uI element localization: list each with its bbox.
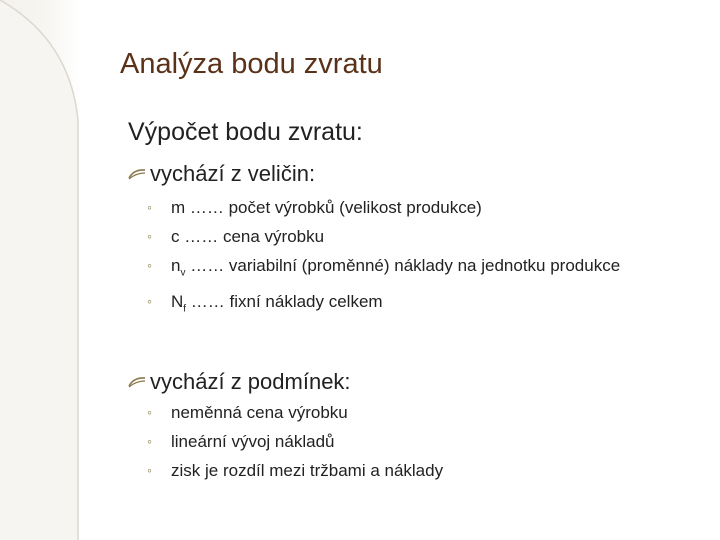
- section-heading-quantities: [128, 160, 315, 187]
- section-heading-text: vychází z podmínek:: [150, 369, 351, 395]
- circle-bullet-icon: ◦: [147, 228, 152, 244]
- list-item-subscript: v: [180, 267, 186, 279]
- list-item: [147, 460, 627, 481]
- circle-bullet-icon: ◦: [147, 433, 152, 449]
- bullet-icon: [128, 369, 150, 395]
- list-item-subscript: f: [183, 303, 187, 315]
- circle-bullet-icon: ◦: [147, 462, 152, 478]
- circle-bullet-icon: ◦: [147, 404, 152, 420]
- list-item: [147, 255, 627, 283]
- list-item: [147, 402, 627, 423]
- list-item-prefix: n: [171, 256, 181, 275]
- circle-bullet-icon: ◦: [147, 199, 152, 215]
- list-item: [147, 291, 627, 319]
- slide-subtitle: Výpočet bodu zvratu:: [128, 118, 363, 146]
- list-item-text: m …… počet výrobků (velikost produkce): [171, 198, 482, 217]
- section-heading-text: vychází z veličin:: [150, 161, 316, 187]
- circle-bullet-icon: ◦: [147, 257, 152, 273]
- list-item-text: neměnná cena výrobku: [171, 403, 348, 422]
- section-heading-conditions: [128, 368, 351, 395]
- quantities-list: [147, 197, 627, 328]
- circle-bullet-icon: ◦: [147, 293, 152, 310]
- slide-edge-curve: [0, 0, 80, 540]
- list-item-text: zisk je rozdíl mezi tržbami a náklady: [171, 461, 444, 480]
- slide-title: Analýza bodu zvratu: [120, 48, 383, 80]
- bullet-icon: [128, 161, 150, 187]
- list-item-prefix: N: [171, 292, 184, 312]
- list-item-text: c …… cena výrobku: [171, 227, 325, 246]
- list-item: [147, 431, 627, 452]
- list-item-text: lineární vývoj nákladů: [171, 432, 335, 451]
- list-item: [147, 197, 627, 218]
- list-item-text: …… fixní náklady celkem: [186, 292, 383, 312]
- list-item: [147, 226, 627, 247]
- list-item-text: …… variabilní (proměnné) náklady na jednotku produkce: [185, 256, 621, 275]
- conditions-list: [147, 402, 627, 489]
